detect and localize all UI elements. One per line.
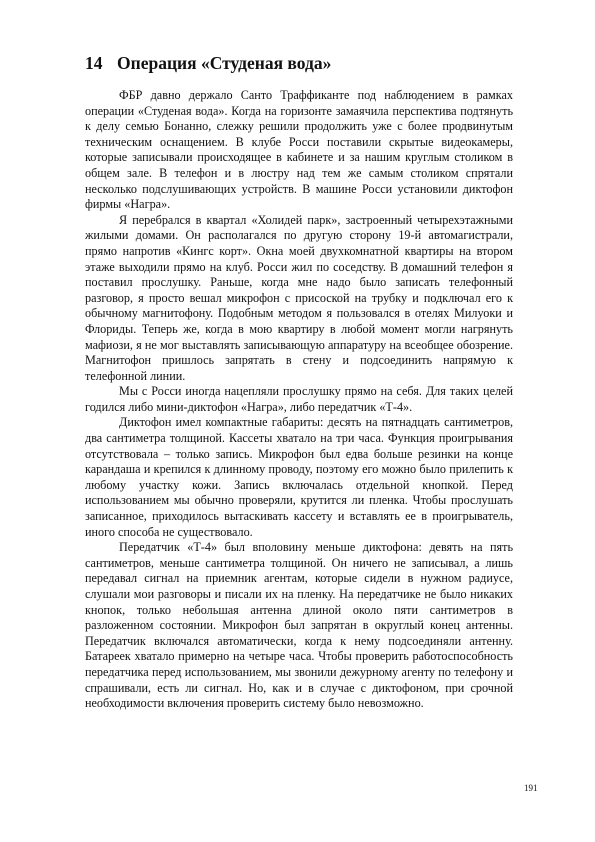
paragraph-5: Передатчик «Т-4» был вполовину меньше диктофона: девять на пять сантиметров, меньше сантиметра толщиной. Он ничего не записывал, а лишь передавал сигнал на приемник агентам, которые сидели в нужном радиусе, слушали мои разговоры и писали их на пленку. На передатчике не было никаких кнопок, только небольшая антенна длиной около пяти сантиметров в разложенном состоянии. Микрофон был запрятан в округлый конец антенны. Передатчик включался автоматически, когда к нему подсоединяли антенну. Батареек хватало примерно на четыре часа. Чтобы проверить работоспособность передатчика перед использованием, мы звонили дежурному агенту по телефону и спрашивали, есть ли сигнал. Но, как и в случае с диктофоном, при срочной необходимости включения проверить систему было невозможно. [85,540,513,711]
paragraph-1: ФБР давно держало Санто Траффиканте под наблюдением в рамках операции «Студеная вода». Когда на горизонте замаячила перспектива подтянуть к делу семью Бонанно, слежку решили продолжить уже с более продвинутым техническим оснащением. В клубе Росси поставили скрытые видеокамеры, которые записывали происходящее в кабинете и за нашим круглым столиком в общем зале. В телефон и в люстру над тем же самым столиком спрятали несколько подслушивающих устройств. В машине Росси установили диктофон фирмы «Награ». [85,88,513,212]
chapter-title: Операция «Студеная вода» [117,53,332,73]
paragraph-3: Мы с Росси иногда нацепляли прослушку прямо на себя. Для таких целей годился либо мини-диктофон «Награ», либо передатчик «Т-4». [85,384,513,414]
chapter-heading [85,52,513,74]
paragraph-2: Я перебрался в квартал «Холидей парк», застроенный четырехэтажными жилыми домами. Он располагался по другую сторону 19-й автомагистрали, прямо напротив «Кингс корт». Окна моей двухкомнатной квартиры на втором этаже выходили прямо на клуб. Росси жил по соседству. В домашний телефон я поставил прослушку. Раньше, когда мне надо было записать телефонный разговор, я просто вешал микрофон с присоской на трубку и подключал его к обычному магнитофону. Подобным методом я пользовался в отелях Милуоки и Флориды. Теперь же, когда в мою квартиру в любой момент могли нагрянуть мафиози, я не мог выставлять записывающую аппаратуру на всеобщее обозрение. Магнитофон пришлось запрятать в стену и подсоединить напрямую к телефонной линии. [85,212,513,383]
page-number: 191 [524,783,538,793]
paragraph-4: Диктофон имел компактные габариты: десять на пятнадцать сантиметров, два сантиметра толщиной. Кассеты хватало на три часа. Функция проигрывания отсутствовала – только запись. Микрофон был едва больше резинки на конце карандаша и крепился к длинному проводу, поэтому его можно было прилепить к любому участку кожи. Запись включалась отдельной кнопкой. Перед использованием мы обычно проверяли, крутится ли пленка. Чтобы прослушать записанное, приходилось вытаскивать кассету и вставлять ее в проигрыватель, иного способа не существовало. [85,415,513,539]
page-content [85,52,513,712]
chapter-number: 14 [85,53,103,73]
